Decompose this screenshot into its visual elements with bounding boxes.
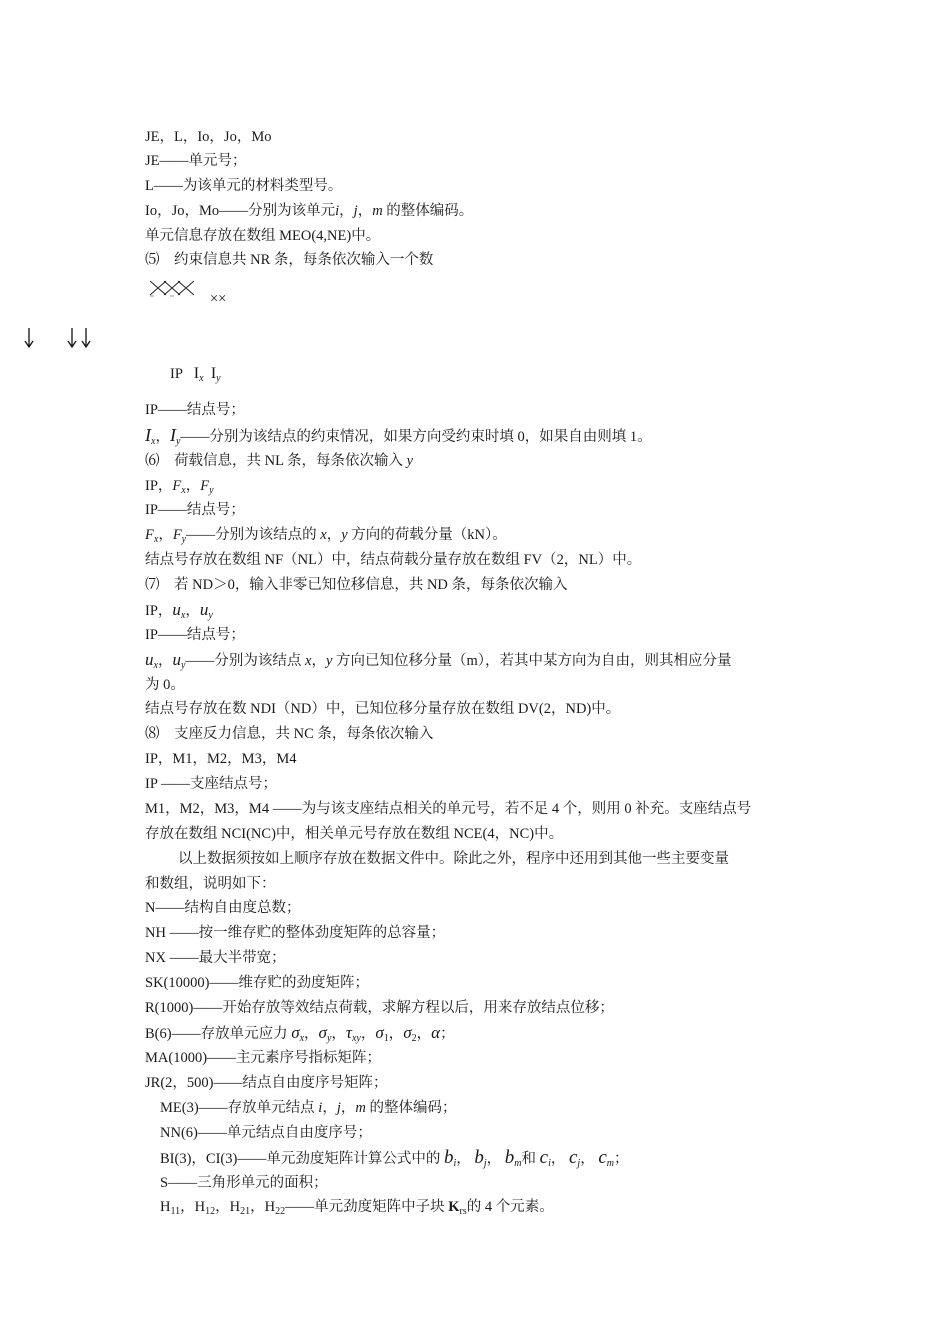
var-n: N——结构自由度总数； [145, 900, 301, 916]
def-ip-3: IP——结点号； [145, 627, 245, 643]
section-7-displacements: ⑺ 若 ND＞0，输入非零已知位移信息，共 ND 条，每条依次输入 [145, 577, 568, 593]
var-nh: NH ——按一维存贮的整体劲度矩阵的总容量； [145, 925, 446, 941]
var-jr: JR(2，500)——结点自由度序号矩阵； [145, 1075, 388, 1091]
down-arrow-icon [65, 327, 79, 351]
var-sk: SK(10000)——维存贮的劲度矩阵； [145, 975, 369, 991]
summary-paragraph-cont: 和数组，说明如下： [145, 876, 276, 892]
summary-paragraph: 以上数据须按如上顺序存放在数据文件中。除此之外，程序中还用到其他一些主要变量 [178, 851, 729, 867]
var-ma: MA(1000)——主元素序号指标矩阵； [145, 1050, 382, 1066]
def-ux-uy-cont: 为 0。 [145, 677, 185, 693]
def-io-jo-mo: Io，Jo，Mo——分别为该单元i，j，m 的整体编码。 [145, 203, 474, 219]
constraint-format: IP $I_x$ $I_y$ [170, 365, 221, 384]
def-ip-2: IP——结点号； [145, 502, 245, 518]
var-nx: NX ——最大半带宽； [145, 950, 286, 966]
var-b: B(6)——存放单元应力 $\sigma_x$，$\sigma_y$，$\tau_{xy}$，$\sigma_1$，$\sigma_2$，α； [145, 1023, 455, 1044]
var-s: S——三角形单元的面积； [160, 1175, 328, 1191]
def-je: JE——单元号； [145, 153, 247, 169]
load-format: IP，$F_x$，$F_y$ [145, 478, 214, 496]
section-5-constraints: ⑸ 约束信息共 NR 条，每条依次输入一个数 [145, 252, 434, 268]
def-ix-iy: $I_x$，$I_y——$分别为该结点的约束情况，如果方向受约束时填 0，如果自由则填 1。 [145, 425, 652, 447]
def-fx-fy: $F_x$，$F_y——$分别为该结点的 x，y 方向的荷载分量（kN）。 [145, 527, 507, 545]
var-r: R(1000)——开始存放等效结点荷载，求解方程以后，用来存放结点位移； [145, 1000, 614, 1016]
var-me: ME(3)——存放单元结点 i，j，m 的整体编码； [160, 1100, 457, 1116]
def-ux-uy: $u_x$，$u_y——$分别为该结点 x，y 方向已知位移分量（m），若其中某方向为自由，则其相应分量 [145, 650, 732, 671]
section-8-reactions: ⑻ 支座反力信息，共 NC 条，每条依次输入 [145, 726, 434, 742]
crossed-marks-icon [146, 278, 202, 300]
reaction-format: IP，M1，M2，M3，M4 [145, 751, 297, 767]
def-support-node: IP ——支座结点号； [145, 776, 277, 792]
times-symbols: ×× [210, 291, 227, 307]
var-h: $H_{11}$，$H_{12}$，$H_{21}$，$H_{22}——$单元劲度矩阵中子块 $K_{rs}$的 4 个元素。 [160, 1199, 554, 1217]
var-bi-ci: BI(3)，CI(3)——单元劲度矩阵计算公式中的 $b_i$， $b_j$， $b_m$和 $c_i$， $c_j$， $c_m$； [160, 1147, 629, 1169]
def-ip: IP——结点号； [145, 402, 245, 418]
down-arrow-icon [79, 327, 93, 351]
displacement-format: IP，$u_x$，$u_y$ [145, 600, 213, 621]
def-m1-m4-cont: 存放在数组 NCI(NC)中，相关单元号存放在数组 NCE(4，NC)中。 [145, 826, 564, 842]
def-m1-m4: M1，M2，M3，M4 ——为与该支座结点相关的单元号，若不足 4 个，则用 0 补充。支座结点号 [145, 801, 752, 817]
def-l: L——为该单元的材料类型号。 [145, 178, 343, 194]
section-6-loads: ⑹ 荷载信息，共 NL 条，每条依次输入 y [145, 453, 414, 469]
element-storage-note: 单元信息存放在数组 MEO(4,NE)中。 [145, 228, 381, 244]
var-nn: NN(6)——单元结点自由度序号； [160, 1125, 372, 1141]
input-format-element: JE，L，Io，Jo，Mo [145, 129, 272, 145]
down-arrow-icon [22, 327, 36, 351]
load-storage-note: 结点号存放在数组 NF（NL）中，结点荷载分量存放在数组 FV（2，NL）中。 [145, 552, 642, 568]
displacement-storage-note: 结点号存放在数 NDI（ND）中，已知位移分量存放在数组 DV(2，ND)中。 [145, 701, 621, 717]
